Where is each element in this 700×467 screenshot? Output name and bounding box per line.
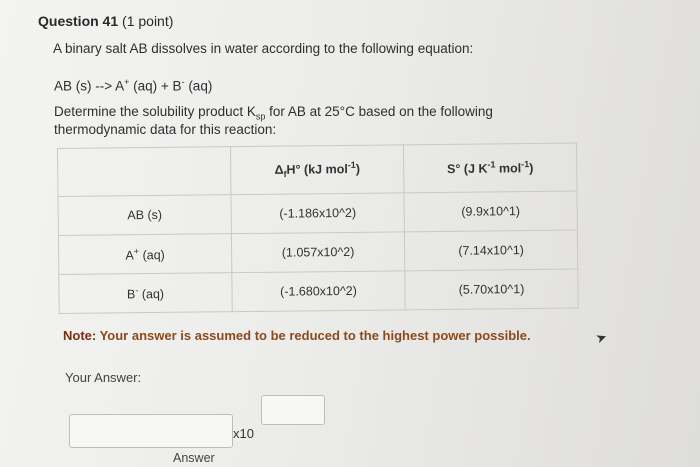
- question-intro: A binary salt AB dissolves in water according to the following equation:: [53, 41, 474, 56]
- question-prompt-line2: thermodynamic data for this reaction:: [54, 122, 277, 137]
- enthalpy-cell: (-1.680x10^2): [232, 271, 405, 312]
- note-text: Note: Your answer is assumed to be reduced to the highest power possible.: [63, 328, 531, 343]
- table-row: [58, 230, 577, 274]
- question-prompt: Determine the solubility product $K_{sp}$ for AB at 25°C based on the following: [54, 104, 493, 122]
- reaction-equation: AB (s) --> A+ (aq) + B- (aq): [54, 77, 213, 94]
- thermo-data-table: [57, 143, 579, 314]
- your-answer-label: Your Answer:: [65, 370, 142, 385]
- species-cell: B- (aq): [59, 273, 232, 314]
- header-species-cell: [58, 147, 231, 197]
- mouse-cursor-icon: ➤: [593, 328, 609, 347]
- question-title: [38, 13, 173, 29]
- answer-mantissa-input[interactable]: [69, 414, 233, 448]
- entropy-cell: (9.9x10^1): [404, 191, 577, 232]
- header-entropy-cell: S° (J $K^{-1}$ mol$^{-1}$): [403, 143, 576, 193]
- answer-field-label: Answer: [173, 451, 215, 465]
- answer-exponent-input[interactable]: [261, 395, 325, 425]
- species-cell: AB (s): [58, 195, 231, 236]
- enthalpy-cell: (-1.186x10^2): [231, 193, 404, 234]
- table-row: [58, 191, 577, 235]
- entropy-cell: (5.70x10^1): [405, 269, 578, 310]
- entropy-cell: (7.14x10^1): [404, 230, 577, 271]
- question-number: Question 41: [38, 13, 119, 29]
- enthalpy-cell: (1.057x10^2): [231, 232, 404, 273]
- species-cell: A+ (aq): [58, 234, 231, 275]
- table-row: [59, 269, 578, 313]
- table-header-row: [58, 143, 577, 196]
- times-ten-label: x10: [233, 426, 254, 441]
- header-enthalpy-cell: $\Delta_fH^\circ$ (kJ mol$^{-1}$): [230, 145, 403, 195]
- question-points: (1 point): [122, 13, 174, 29]
